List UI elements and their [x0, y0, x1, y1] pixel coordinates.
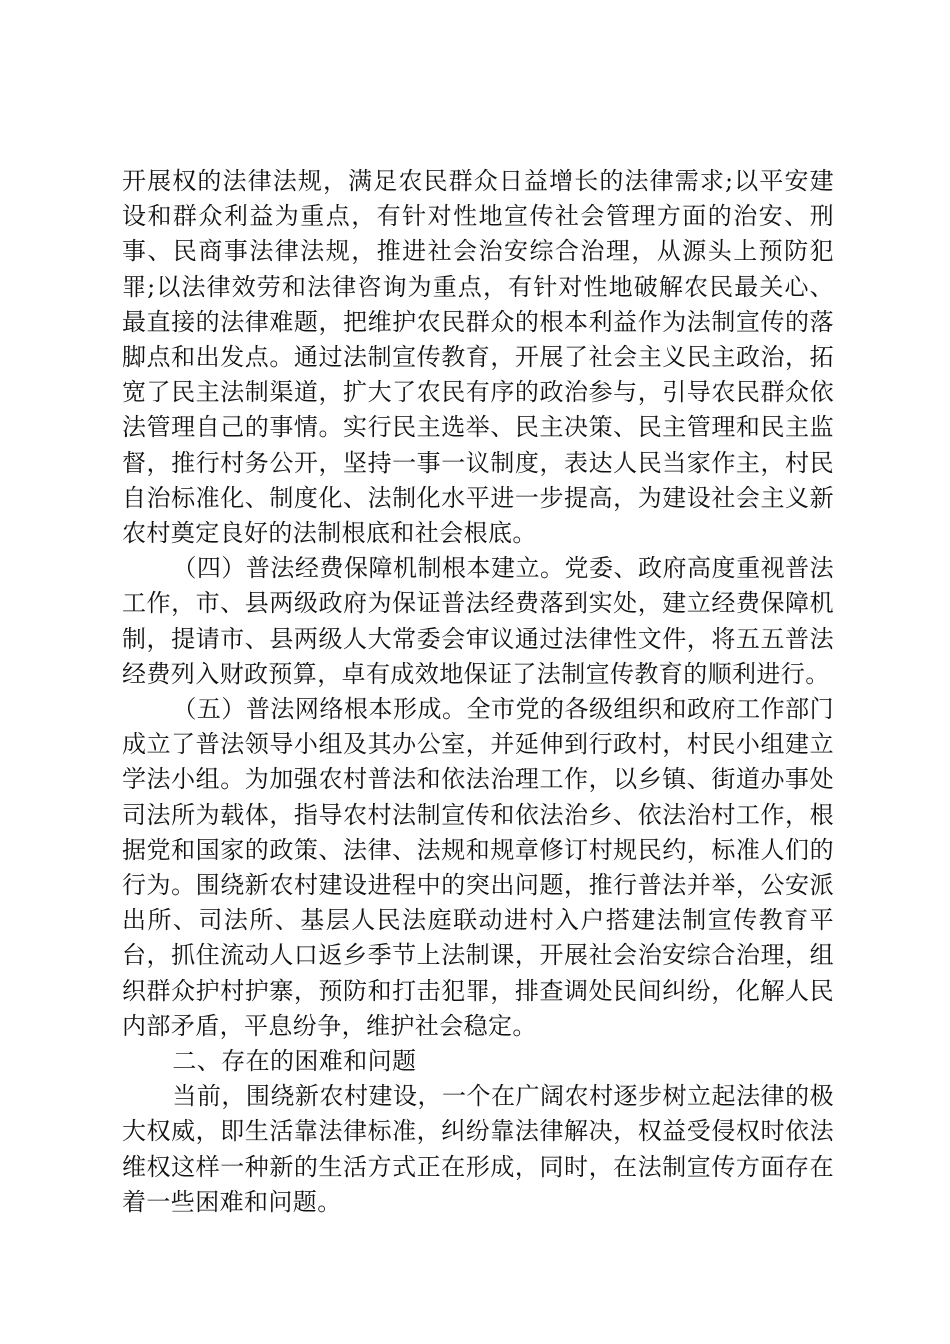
- paragraph-section-4: （四）普法经费保障机制根本建立。党委、政府高度重视普法工作，市、县两级政府为保证普法经费落到实处，建立经费保障机制，提请市、县两级人大常委会审议通过法律性文件，将五五普法经费列入财政预算，卓有成效地保证了法制宣传教育的顺利进行。: [122, 554, 834, 688]
- paragraph-current: 当前，围绕新农村建设，一个在广阔农村逐步树立起法律的极大权威，即生活靠法律标准，纠纷靠法律解决，权益受侵权时依法维权这样一种新的生活方式正在形成，同时，在法制宣传方面存在着一些困难和问题。: [122, 1082, 834, 1216]
- section-heading: 二、存在的困难和问题: [172, 1047, 417, 1076]
- paragraph-section-5: （五）普法网络根本形成。全市党的各级组织和政府工作部门成立了普法领导小组及其办公室，并延伸到行政村，村民小组建立学法小组。为加强农村普法和依法治理工作，以乡镇、街道办事处司法所为载体，指导农村法制宣传和依法治乡、依法治村工作，根据党和国家的政策、法律、法规和规章修订村规民约，标准人们的行为。围绕新农村建设进程中的突出问题，推行普法并举，公安派出所、司法所、基层人民法庭联动进村入户搭建法制宣传教育平台，抓住流动人口返乡季节上法制课，开展社会治安综合治理，组织群众护村护寨，预防和打击犯罪，排查调处民间纠纷，化解人民内部矛盾，平息纷争，维护社会稳定。: [122, 695, 834, 1040]
- paragraph-continuation: 开展权的法律法规，满足农民群众日益增长的法律需求;以平安建设和群众利益为重点，有针对性地宣传社会管理方面的治安、刑事、民商事法律法规，推进社会治安综合治理，从源头上预防犯罪;以法律效劳和法律咨询为重点，有针对性地破解农民最关心、最直接的法律难题，把维护农民群众的根本利益作为法制宣传的落脚点和出发点。通过法制宣传教育，开展了社会主义民主政治，拓宽了民主法制渠道，扩大了农民有序的政治参与，引导农民群众依法管理自己的事情。实行民主选举、民主决策、民主管理和民主监督，推行村务公开，坚持一事一议制度，表达人民当家作主，村民自治标准化、制度化、法制化水平进一步提高，为建设社会主义新农村奠定良好的法制根底和社会根底。: [122, 167, 834, 548]
- document-body: [122, 164, 834, 1220]
